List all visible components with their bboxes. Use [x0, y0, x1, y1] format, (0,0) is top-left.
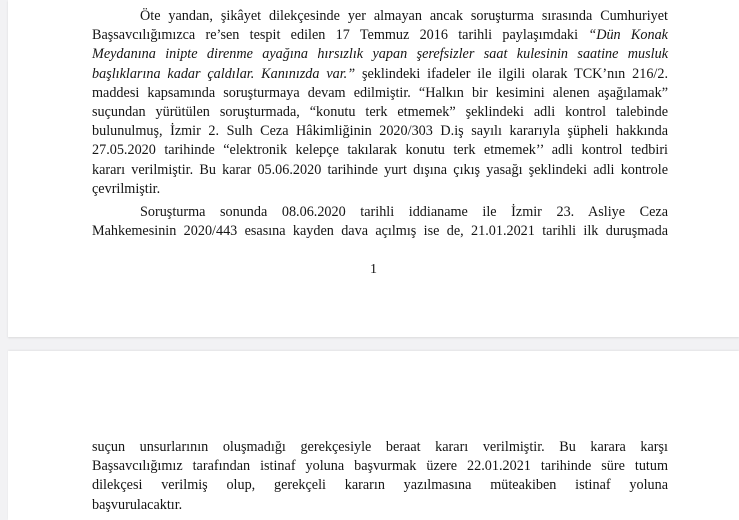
text-line: Başsavcılığımız tarafından istinaf yoluna başvurmak üzere 22.01.2021 tarihinde süre tutum [92, 458, 668, 475]
text-line: suçundan yürütülen soruşturmada, “konutu terk etmemek” şeklindeki adli kontrol talebinde [92, 104, 668, 121]
text-line: başvurulacaktır. [92, 496, 183, 513]
text-line: Mahkemesinin 2020/443 esasına kayden dava açılmış ise de, 21.01.2021 tarihli ilk duruşmada [92, 223, 668, 240]
text-line: kararı verilmiştir. Bu karar 05.06.2020 tarihinde yurt dışına çıkış yasağı şeklindeki adli kontrole [92, 161, 668, 178]
text-line: Soruşturma sonunda 08.06.2020 tarihli iddianame ile İzmir 23. Asliye Ceza [140, 204, 668, 220]
document-page-1 [8, 0, 739, 337]
page-number: 1 [370, 262, 377, 277]
text-line: suçun unsurlarının oluşmadığı gerekçesiyle beraat kararı verilmiştir. Bu karara karşı [92, 439, 668, 455]
text-line [92, 65, 668, 84]
quoted-statement: “Dün Konak [588, 27, 668, 44]
text-line: maddesi kapsamında soruşturmaya devam edilmiştir. “Halkın bir kesimini alenen aşağılamak” [92, 84, 668, 101]
text-line: 27.05.2020 tarihinde “elektronik kelepçe takılarak konutu terk etmemek’’ adli kontrol tedbiri [92, 142, 668, 159]
text-line: bulunulmuş, İzmir 2. Sulh Ceza Hâkimliğinin 2020/303 D.iş sayılı kararıyla şüpheli hakkında [92, 123, 668, 140]
quoted-statement-line: Meydanına inipte direnme ayağına hırsızlık yapan şerefsizler saat kulesinin saatine musluk [92, 46, 668, 63]
text-line [92, 26, 668, 45]
text-line: çevrilmiştir. [92, 180, 161, 197]
paragraph-indictment [92, 203, 668, 241]
text-segment: Başsavcılığımızca re’sen tespit edilen 17 Temmuz 2016 tarihli paylaşımdaki [92, 27, 589, 44]
quoted-statement: başlıklarına kadar çaldılar. Kanınızda var.” [92, 65, 356, 82]
text-line: Öte yandan, şikâyet dilekçesinde yer almayan ancak soruşturma sırasında Cumhuriyet [140, 8, 668, 24]
paragraph-verdict-appeal [92, 438, 668, 515]
paragraph-complaint-investigation [92, 7, 668, 199]
document-page-2 [8, 351, 739, 520]
text-segment: şeklindeki ifadeler ile ilgili olarak TCK’nın 216/2. [355, 65, 668, 82]
text-line: dilekçesi verilmiş olup, gerekçeli kararın yazılmasına müteakiben istinaf yoluna [92, 477, 668, 494]
